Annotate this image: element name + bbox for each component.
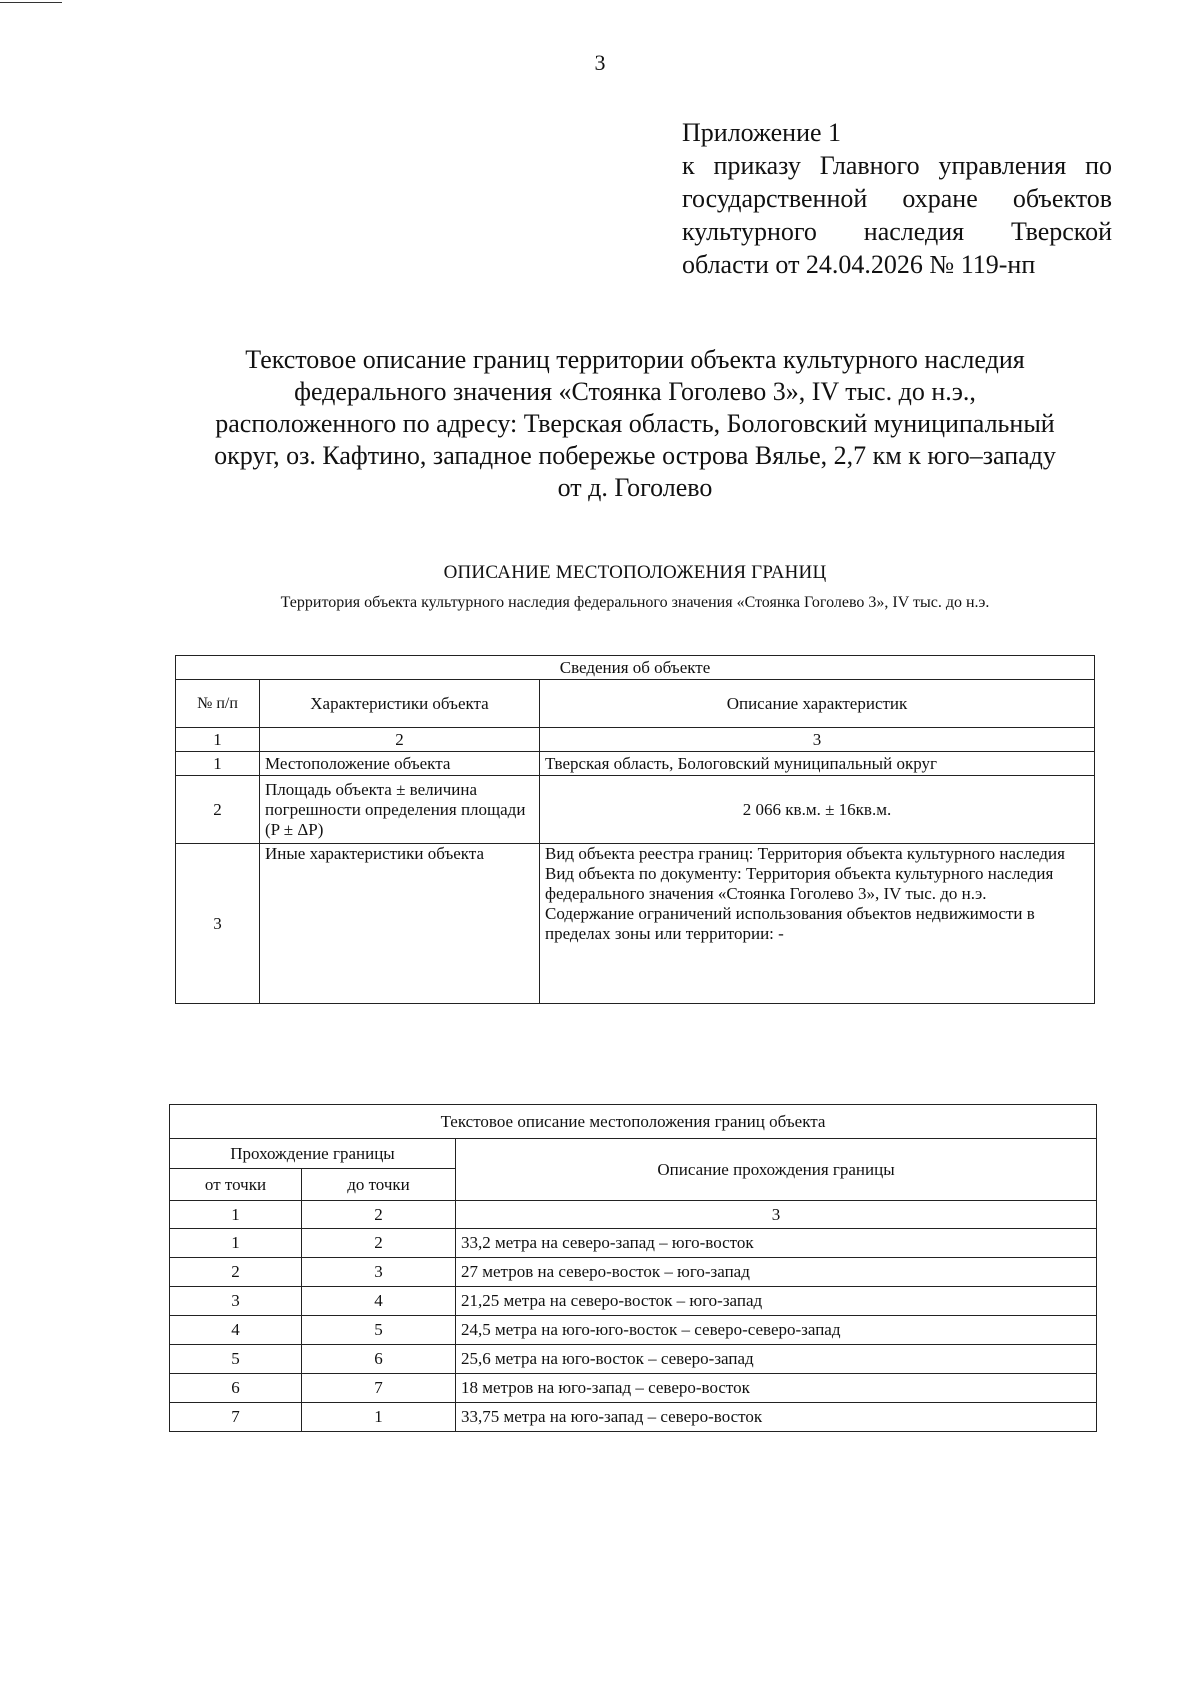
to-point: 7 [302, 1374, 456, 1403]
row-characteristic: Площадь объекта ± величина погрешности определения площади (P ± ΔP) [260, 776, 540, 844]
object-table-caption: Сведения об объекте [176, 656, 1095, 680]
description-paragraph: Вид объекта по документу: Территория объекта культурного наследия федерального значения «Стоянка Гоголево 3», IV тыс. до н.э. [545, 864, 1054, 903]
header-characteristics: Характеристики объекта [260, 680, 540, 728]
table-row [170, 1287, 1097, 1316]
header-num: № п/п [176, 680, 260, 728]
header-description: Описание характеристик [540, 680, 1095, 728]
row-characteristic: Местоположение объекта [260, 752, 540, 776]
row-characteristic: Иные характеристики объекта [260, 844, 540, 1004]
header-from-point: от точки [170, 1169, 302, 1201]
row-num: 3 [176, 844, 260, 1004]
description-paragraph: Вид объекта реестра границ: Территория объекта культурного наследия [545, 844, 1065, 863]
appendix-header [682, 116, 1112, 281]
title-line: федерального значения «Стоянка Гоголево 3», IV тыс. до н.э., [294, 377, 976, 406]
header-passage: Прохождение границы [170, 1139, 456, 1169]
col-number: 3 [540, 728, 1095, 752]
object-info-table [175, 655, 1095, 1004]
from-point: 2 [170, 1258, 302, 1287]
row-description [540, 844, 1095, 1004]
title-line: Текстовое описание границ территории объекта культурного наследия [245, 345, 1025, 374]
to-point: 3 [302, 1258, 456, 1287]
appendix-line: культурного наследия Тверской [682, 217, 1112, 246]
table-row [176, 752, 1095, 776]
boundary-table-caption: Текстовое описание местоположения границ объекта [170, 1105, 1097, 1139]
to-point: 2 [302, 1229, 456, 1258]
row-num: 1 [176, 752, 260, 776]
table-row [170, 1316, 1097, 1345]
from-point: 5 [170, 1345, 302, 1374]
table-row [170, 1258, 1097, 1287]
title-line: округ, оз. Кафтино, западное побережье острова Вялье, 2,7 км к юго–западу [214, 441, 1056, 470]
table-row [170, 1403, 1097, 1432]
boundary-description: 21,25 метра на северо-восток – юго-запад [456, 1287, 1097, 1316]
header-to-point: до точки [302, 1169, 456, 1201]
boundary-table [169, 1104, 1097, 1432]
title-line: расположенного по адресу: Тверская область, Бологовский муниципальный [215, 409, 1055, 438]
row-description: 2 066 кв.м. ± 16кв.м. [540, 776, 1095, 844]
corner-scan-mark [0, 2, 62, 3]
col-number: 2 [302, 1201, 456, 1229]
table-row [170, 1229, 1097, 1258]
appendix-line: государственной охране объектов [682, 184, 1112, 213]
to-point: 4 [302, 1287, 456, 1316]
col-number: 1 [170, 1201, 302, 1229]
from-point: 1 [170, 1229, 302, 1258]
description-paragraph: Содержание ограничений использования объектов недвижимости в пределах зоны или территории: - [545, 904, 1035, 943]
boundary-description: 27 метров на северо-восток – юго-запад [456, 1258, 1097, 1287]
page-number: 3 [594, 50, 606, 75]
appendix-line: к приказу Главного управления по [682, 151, 1112, 180]
boundary-description: 33,2 метра на северо-запад – юго-восток [456, 1229, 1097, 1258]
col-number: 3 [456, 1201, 1097, 1229]
section-subtitle: Территория объекта культурного наследия федерального значения «Стоянка Гоголево 3», IV тыс. до н.э. [280, 594, 990, 611]
table-row [170, 1345, 1097, 1374]
boundary-description: 25,6 метра на юго-восток – северо-запад [456, 1345, 1097, 1374]
section-title: ОПИСАНИЕ МЕСТОПОЛОЖЕНИЯ ГРАНИЦ [443, 562, 827, 583]
table-row [176, 776, 1095, 844]
col-number: 2 [260, 728, 540, 752]
to-point: 5 [302, 1316, 456, 1345]
col-number: 1 [176, 728, 260, 752]
boundary-description: 33,75 метра на юго-запад – северо-восток [456, 1403, 1097, 1432]
title-line: от д. Гоголево [557, 473, 713, 502]
document-title [140, 344, 1130, 504]
appendix-line: Приложение 1 [682, 118, 842, 147]
row-num: 2 [176, 776, 260, 844]
boundary-description: 18 метров на юго-запад – северо-восток [456, 1374, 1097, 1403]
row-description: Тверская область, Бологовский муниципальный округ [540, 752, 1095, 776]
table-row [176, 844, 1095, 1004]
appendix-line: области от 24.04.2026 № 119-нп [682, 250, 1036, 279]
boundary-description: 24,5 метра на юго-юго-восток – северо-северо-запад [456, 1316, 1097, 1345]
header-boundary-description: Описание прохождения границы [456, 1139, 1097, 1201]
from-point: 7 [170, 1403, 302, 1432]
table-row [170, 1374, 1097, 1403]
from-point: 4 [170, 1316, 302, 1345]
from-point: 6 [170, 1374, 302, 1403]
to-point: 1 [302, 1403, 456, 1432]
from-point: 3 [170, 1287, 302, 1316]
to-point: 6 [302, 1345, 456, 1374]
